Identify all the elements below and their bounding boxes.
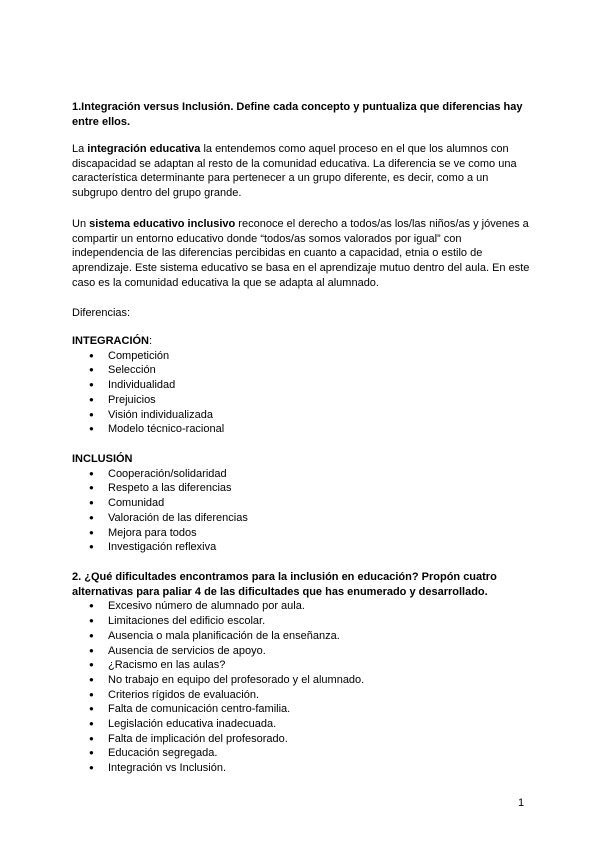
question-2-title: 2. ¿Qué dificultades encontramos para la inclusión en educación? Propón cuatro alternativas para paliar 4 de las dificultades que has enumerado y desarrollado. [72, 571, 497, 598]
inclusion-heading: INCLUSIÓN [72, 453, 133, 465]
list-item: ● Integración vs Inclusión. [72, 761, 534, 776]
list-item: ● Respeto a las diferencias [72, 481, 534, 496]
list-item: ● Modelo técnico-racional [72, 422, 534, 437]
inclusion-paragraph: Un sistema educativo inclusivo reconoce el derecho a todos/as los/las niños/as y jóvenes a compartir un entorno educativo donde “todos/as somos valorados por igual” con independencia de las diferencias percibidas en cuanto a capacidad, etnia o estilo de aprendizaje. Este sistema educativo se basa en el aprendizaje mutuo dentro del aula. En este caso es la comunidad educativa la que se adapta al alumnado. [72, 218, 530, 289]
list-item: ● Selección [72, 363, 534, 378]
list-item: ● Limitaciones del edificio escolar. [72, 614, 534, 629]
list-item: ● Visión individualizada [72, 408, 534, 423]
list-item: ● Legislación educativa inadecuada. [72, 717, 534, 732]
list-item: ● Ausencia de servicios de apoyo. [72, 644, 534, 659]
page-number: 1 [518, 797, 525, 809]
list-item: ● ¿Racismo en las aulas? [72, 658, 534, 673]
list-item: ● Falta de comunicación centro-familia. [72, 702, 534, 717]
list-item: ● Falta de implicación del profesorado. [72, 732, 534, 747]
list-item: ● Educación segregada. [72, 746, 534, 761]
list-item: ● Valoración de las diferencias [72, 511, 534, 526]
list-item: ● No trabajo en equipo del profesorado y el alumnado. [72, 673, 534, 688]
difficulties-list [72, 599, 534, 775]
list-item: ● Excesivo número de alumnado por aula. [72, 599, 534, 614]
inclusion-list [72, 467, 534, 555]
list-item: ● Ausencia o mala planificación de la enseñanza. [72, 629, 534, 644]
list-item: ● Investigación reflexiva [72, 540, 534, 555]
inclusion-section [72, 452, 534, 555]
integracion-heading: INTEGRACIÓN: [72, 335, 153, 347]
list-item: ● Criterios rígidos de evaluación. [72, 688, 534, 703]
diferencias-label: Diferencias: [72, 307, 131, 319]
list-item: ● Comunidad [72, 496, 534, 511]
list-item: ● Individualidad [72, 378, 534, 393]
list-item: ● Prejuicios [72, 393, 534, 408]
question-2-section [72, 570, 534, 776]
integration-paragraph: La integración educativa la entendemos como aquel proceso en el que los alumnos con discapacidad se adaptan al resto de la comunidad educativa. La diferencia se ve como una característica determinante para pertenecer a un grupo diferente, es decir, como a un subgrupo dentro del grupo grande. [72, 143, 517, 200]
list-item: ● Competición [72, 349, 534, 364]
integracion-list [72, 349, 534, 437]
question-1-title: 1.Integración versus Inclusión. Define cada concepto y puntualiza que diferencias hay entre ellos. [72, 101, 523, 128]
list-item: ● Cooperación/solidaridad [72, 467, 534, 482]
list-item: ● Mejora para todos [72, 526, 534, 541]
integracion-section [72, 334, 534, 437]
